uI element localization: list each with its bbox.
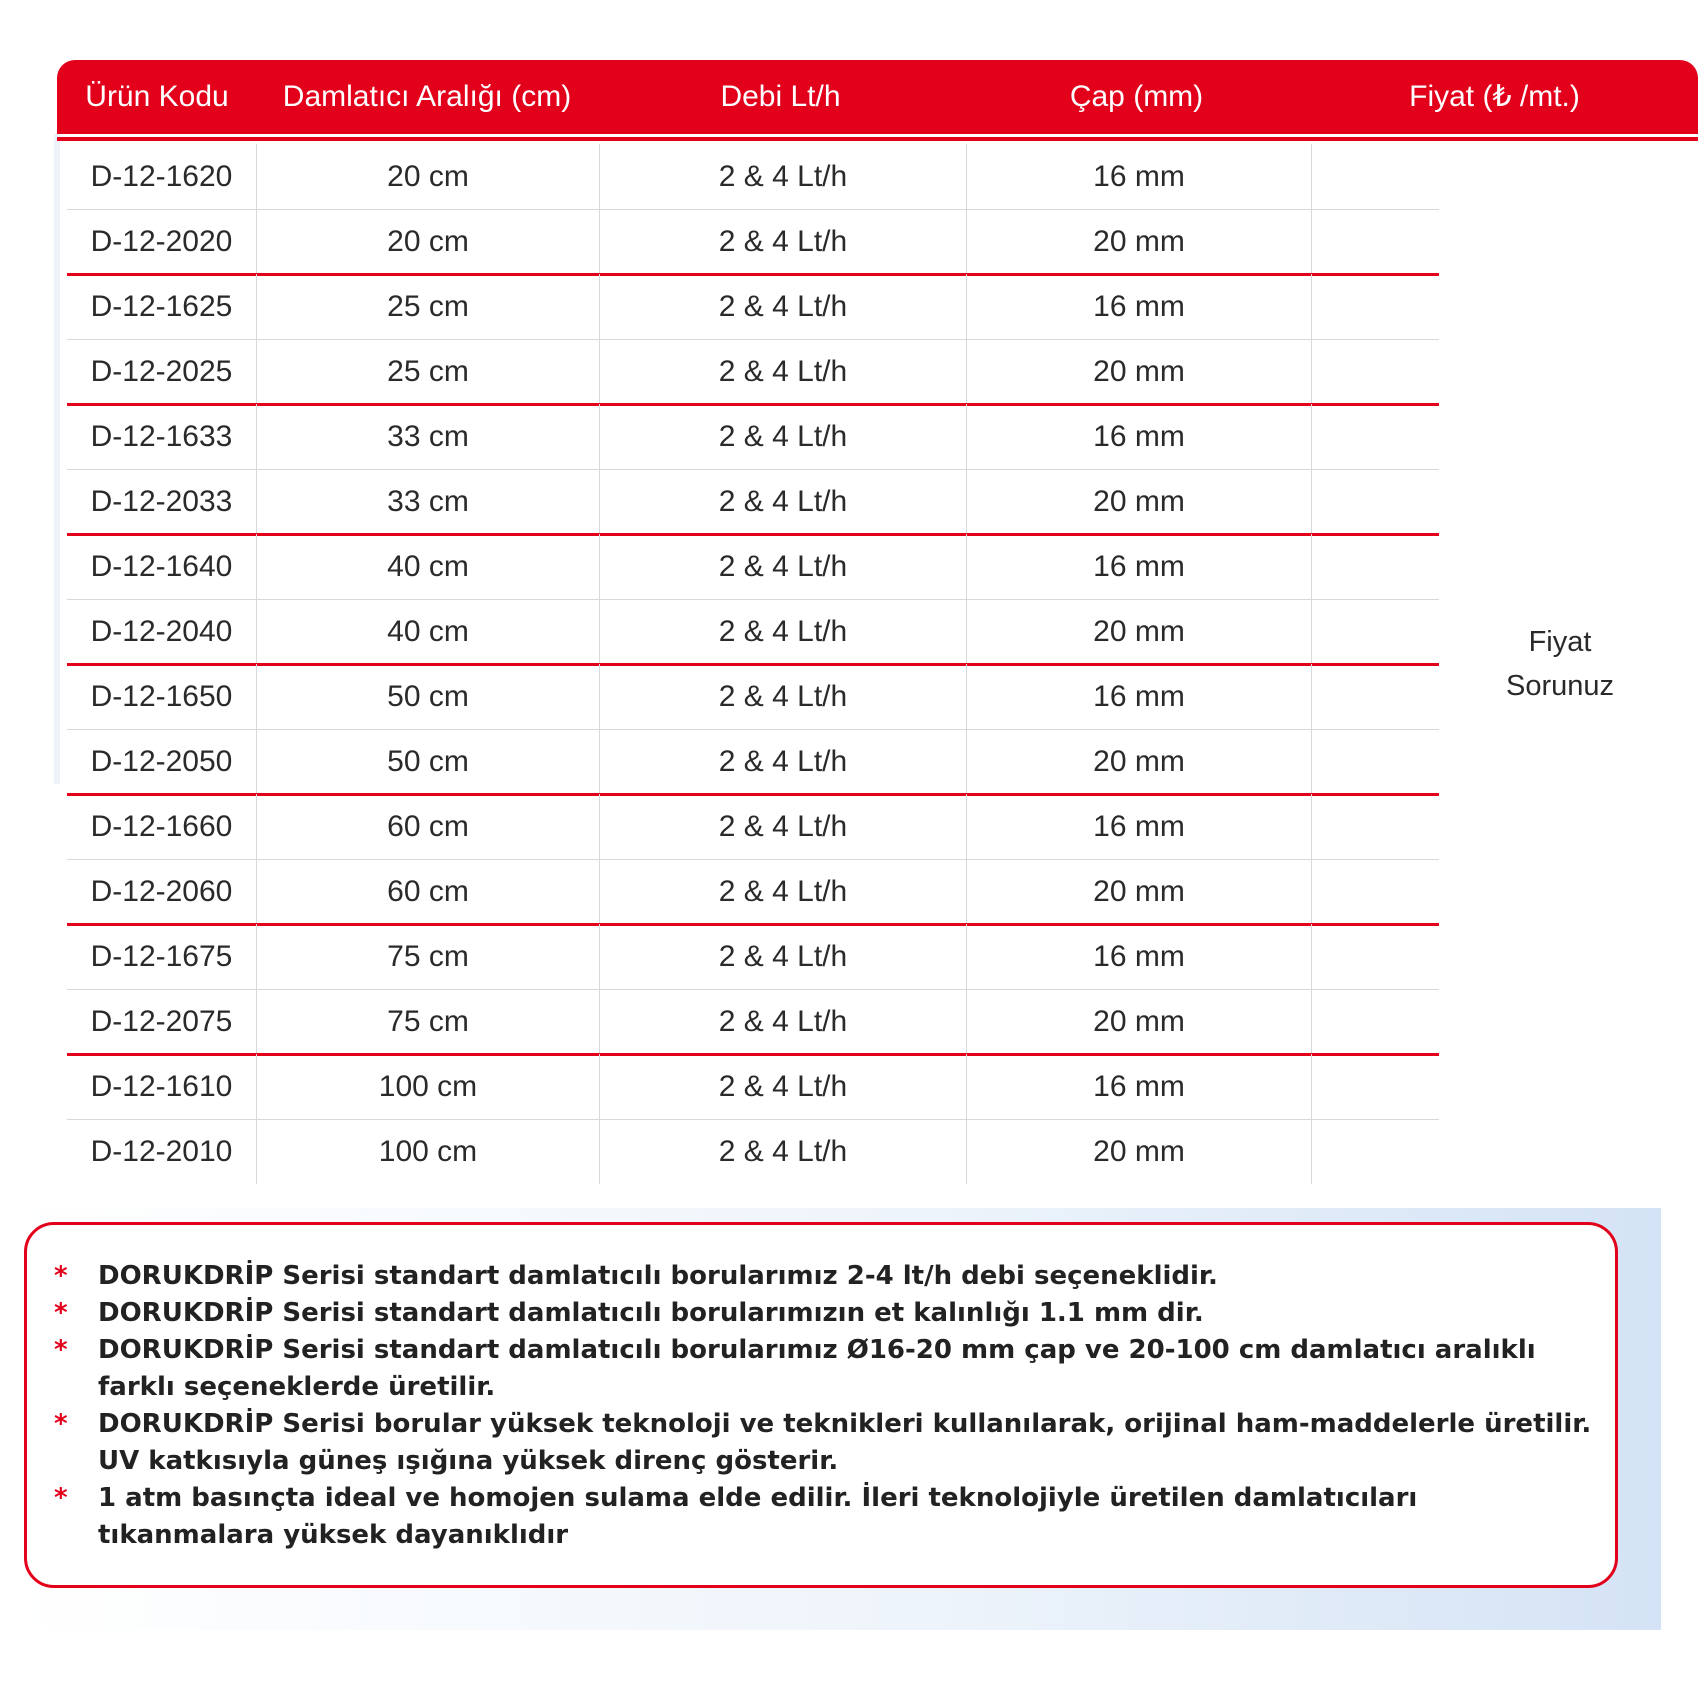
- asterisk-icon: *: [54, 1409, 68, 1439]
- table-row: [57, 1119, 1698, 1184]
- cell-product-code: D-12-2040: [67, 599, 257, 664]
- cell-product-code: D-12-1640: [67, 534, 257, 599]
- cell-product-code: D-12-1650: [67, 664, 257, 729]
- header-flow-rate: Debi Lt/h: [720, 80, 841, 113]
- cell-product-code: D-12-2025: [67, 339, 257, 404]
- table-row: [57, 729, 1698, 794]
- cell-diameter: 20 mm: [967, 209, 1312, 274]
- table-row: [57, 404, 1698, 469]
- cell-product-code: D-12-2060: [67, 859, 257, 924]
- cell-diameter: 20 mm: [967, 339, 1312, 404]
- cell-flow-rate: 2 & 4 Lt/h: [600, 144, 967, 209]
- note-text: DORUKDRİP Serisi standart damlatıcılı borularımız Ø16-20 mm çap ve 20-100 cm damlatıcı aralıklı farklı seçeneklerde üretilir.: [98, 1335, 1536, 1402]
- table-row: [57, 339, 1698, 404]
- cell-dripper-spacing: 100 cm: [257, 1119, 600, 1184]
- cell-diameter: 16 mm: [967, 144, 1312, 209]
- cell-dripper-spacing: 40 cm: [257, 534, 600, 599]
- cell-diameter: 16 mm: [967, 924, 1312, 989]
- cell-diameter: 16 mm: [967, 534, 1312, 599]
- cell-flow-rate: 2 & 4 Lt/h: [600, 209, 967, 274]
- cell-dripper-spacing: 20 cm: [257, 144, 600, 209]
- cell-diameter: 20 mm: [967, 599, 1312, 664]
- table-row: [57, 274, 1698, 339]
- table-row: [57, 1054, 1698, 1119]
- note-item: [54, 1480, 1594, 1554]
- cell-diameter: 16 mm: [967, 1054, 1312, 1119]
- cell-flow-rate: 2 & 4 Lt/h: [600, 599, 967, 664]
- header-diameter: Çap (mm): [1069, 80, 1204, 113]
- note-item: [54, 1258, 1594, 1295]
- table-row: [57, 924, 1698, 989]
- cell-diameter: 20 mm: [967, 1119, 1312, 1184]
- cell-diameter: 20 mm: [967, 859, 1312, 924]
- cell-product-code: D-12-1633: [67, 404, 257, 469]
- cell-flow-rate: 2 & 4 Lt/h: [600, 924, 967, 989]
- cell-flow-rate: 2 & 4 Lt/h: [600, 404, 967, 469]
- product-table: [57, 60, 1698, 1184]
- notes-list: [54, 1258, 1594, 1554]
- cell-dripper-spacing: 50 cm: [257, 729, 600, 794]
- cell-product-code: D-12-1610: [67, 1054, 257, 1119]
- note-item: [54, 1406, 1594, 1480]
- cell-product-code: D-12-2033: [67, 469, 257, 534]
- cell-flow-rate: 2 & 4 Lt/h: [600, 534, 967, 599]
- note-text: 1 atm basınçta ideal ve homojen sulama elde edilir. İleri teknolojiyle üretilen damlatıcıları tıkanmalara yüksek dayanıklıdır: [98, 1483, 1418, 1550]
- note-item: [54, 1332, 1594, 1406]
- note-text: DORUKDRİP Serisi borular yüksek teknoloji ve teknikleri kullanılarak, orijinal ham-maddelerle üretilir. UV katkısıyla güneş ışığına yüksek direnç gösterir.: [98, 1409, 1592, 1476]
- table-row: [57, 794, 1698, 859]
- note-item: [54, 1295, 1594, 1332]
- cell-diameter: 20 mm: [967, 989, 1312, 1054]
- cell-dripper-spacing: 40 cm: [257, 599, 600, 664]
- cell-diameter: 16 mm: [967, 664, 1312, 729]
- cell-dripper-spacing: 33 cm: [257, 404, 600, 469]
- cell-dripper-spacing: 100 cm: [257, 1054, 600, 1119]
- asterisk-icon: *: [54, 1298, 68, 1328]
- cell-flow-rate: 2 & 4 Lt/h: [600, 1119, 967, 1184]
- table-header: [57, 60, 1698, 134]
- cell-dripper-spacing: 75 cm: [257, 989, 600, 1054]
- table-row: [57, 209, 1698, 274]
- asterisk-icon: *: [54, 1335, 68, 1365]
- table-body: [57, 144, 1698, 1184]
- cell-product-code: D-12-1660: [67, 794, 257, 859]
- cell-flow-rate: 2 & 4 Lt/h: [600, 274, 967, 339]
- cell-diameter: 16 mm: [967, 404, 1312, 469]
- table-row: [57, 534, 1698, 599]
- asterisk-icon: *: [54, 1483, 68, 1513]
- cell-dripper-spacing: 20 cm: [257, 209, 600, 274]
- table-row: [57, 989, 1698, 1054]
- asterisk-icon: *: [54, 1261, 68, 1291]
- cell-product-code: D-12-2020: [67, 209, 257, 274]
- cell-diameter: 20 mm: [967, 469, 1312, 534]
- header-product-code: Ürün Kodu: [85, 80, 229, 113]
- cell-flow-rate: 2 & 4 Lt/h: [600, 794, 967, 859]
- cell-flow-rate: 2 & 4 Lt/h: [600, 859, 967, 924]
- cell-flow-rate: 2 & 4 Lt/h: [600, 729, 967, 794]
- note-text: DORUKDRİP Serisi standart damlatıcılı borularımız 2-4 lt/h debi seçeneklidir.: [98, 1261, 1218, 1291]
- header-price: Fiyat (₺ /mt.): [1409, 80, 1580, 113]
- cell-flow-rate: 2 & 4 Lt/h: [600, 989, 967, 1054]
- cell-dripper-spacing: 60 cm: [257, 859, 600, 924]
- cell-flow-rate: 2 & 4 Lt/h: [600, 469, 967, 534]
- cell-product-code: D-12-1620: [67, 144, 257, 209]
- cell-product-code: D-12-1625: [67, 274, 257, 339]
- cell-dripper-spacing: 50 cm: [257, 664, 600, 729]
- cell-product-code: D-12-2010: [67, 1119, 257, 1184]
- header-dripper-spacing: Damlatıcı Aralığı (cm): [282, 80, 572, 113]
- cell-product-code: D-12-1675: [67, 924, 257, 989]
- cell-product-code: D-12-2050: [67, 729, 257, 794]
- price-note-line-1: Fiyat: [1528, 626, 1592, 658]
- cell-dripper-spacing: 75 cm: [257, 924, 600, 989]
- cell-dripper-spacing: 25 cm: [257, 274, 600, 339]
- cell-dripper-spacing: 60 cm: [257, 794, 600, 859]
- cell-diameter: 16 mm: [967, 274, 1312, 339]
- note-text: DORUKDRİP Serisi standart damlatıcılı borularımızın et kalınlığı 1.1 mm dir.: [98, 1298, 1204, 1328]
- cell-flow-rate: 2 & 4 Lt/h: [600, 664, 967, 729]
- cell-dripper-spacing: 33 cm: [257, 469, 600, 534]
- table-row: [57, 469, 1698, 534]
- cell-diameter: 16 mm: [967, 794, 1312, 859]
- price-note: [1440, 620, 1680, 708]
- price-note-line-2: Sorunuz: [1505, 670, 1614, 702]
- cell-flow-rate: 2 & 4 Lt/h: [600, 1054, 967, 1119]
- cell-product-code: D-12-2075: [67, 989, 257, 1054]
- cell-flow-rate: 2 & 4 Lt/h: [600, 339, 967, 404]
- cell-diameter: 20 mm: [967, 729, 1312, 794]
- cell-dripper-spacing: 25 cm: [257, 339, 600, 404]
- table-row: [57, 144, 1698, 209]
- table-row: [57, 859, 1698, 924]
